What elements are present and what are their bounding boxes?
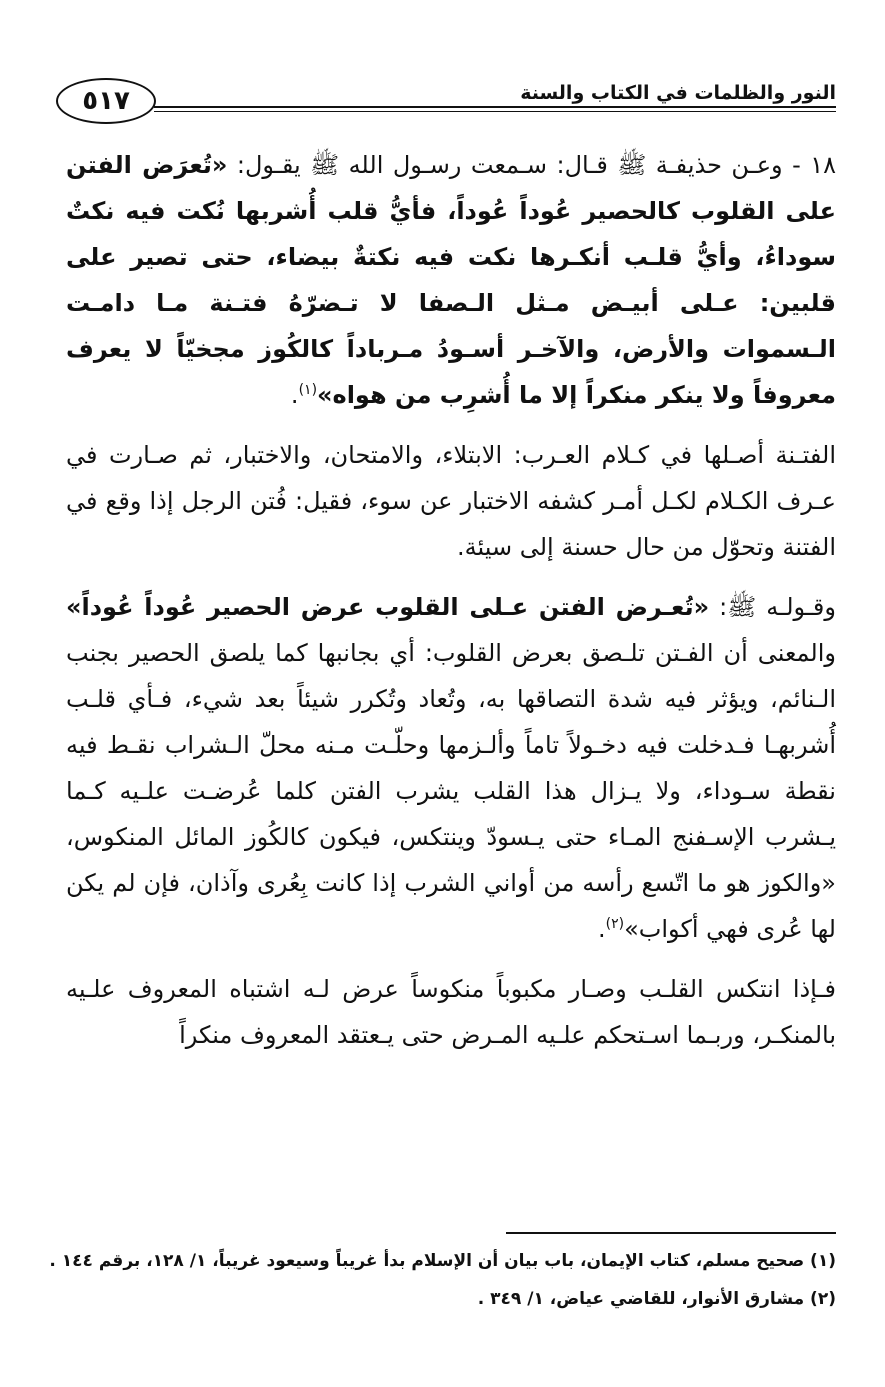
explanation-intro: وقـولـه ﷺ:	[709, 593, 836, 621]
explanation-quote: «تُعـرض الفتن عـلى القلوب عرض الحصير عُوداً عُوداً»	[66, 593, 710, 621]
page-body	[66, 142, 836, 1058]
paragraph-fitna-definition: الفتـنة أصـلها في كـلام العـرب: الابتلاء، والامتحان، والاختبار، ثم صـارت في عـرف الكـلام لكـل أمـر كشفه الاختبار عن سوء، فقيل: فُتن الرجل إذا وقع في الفتنة وتحوّل من حال حسنة إلى سيئة.	[66, 441, 836, 561]
explanation-text: والمعنى أن الفـتن تلـصق بعرض القلوب: أي بجانبها كما يلصق الحصير بجنب الـنائم، ويؤثر فيه شدة التصاقها به، وتُعاد وتُكرر شيئاً بعد شيء، فـأي قلـب أُشربهـا فـدخلت فيه دخـولاً تاماً وألـزمها وحلّـت مـنه محلّ الـشراب نقـط فيه نقطة سـوداء، ولا يـزال هذا القلب يشرب الفتن كلما عُرضـت علـيه كـما يـشرب الإسـفنج المـاء حتى يـسودّ وينتكس، فيكون كالكُوز المائل المنكوس، «والكوز هو ما اتّسع رأسه من أواني الشرب إذا كانت بِعُرى وآذان، فإن لم يكن لها عُرى فهي أكواب»	[66, 639, 836, 943]
footnote-1: (١) صحيح مسلم، كتاب الإيمان، باب بيان أن الإسلام بدأ غريباً وسيعود غريباً، ١/ ١٢٨، برقم ١٤٤ .	[49, 1251, 836, 1271]
footnote-rule	[506, 1232, 836, 1234]
header-rule-thin	[154, 111, 836, 112]
page-number: ٥١٧	[56, 78, 156, 124]
paragraph-hadith-18: ١٨ - وعـن حذيفـة ﷺ قـال: سـمعت رسـول الله ﷺ يقـول: «تُعرَض الفتن على القلوب كالحصير عُوداً عُوداً، فأيُّ قلب أُشربها نُكت فيه نكتٌ سوداءُ، وأيُّ قلـب أنكـرها نكت فيه نكتةٌ بيضاء، حتى تصير على قلبين: عـلى أبيـض مـثل الـصفا لا تـضرّهُ فتـنة مـا دامـت الـسموات والأرض، والآخـر أسـودُ مـرباداً كالكُوز مجخيّاً لا يعرف معروفاً ولا ينكر منكراً إلا ما أُشرِب من هواه»$^{(١)}$.	[66, 151, 836, 409]
paragraph-inversion: فـإذا انتكس القلـب وصـار مكبوباً منكوساً عرض لـه اشتباه المعروف علـيه بالمنكـر، وربـما اسـتحكم علـيه المـرض حتى يـعتقد المعروف منكراً	[66, 975, 836, 1049]
footnote-2: (٢) مشارق الأنوار، للقاضي عياض، ١/ ٣٤٩ .	[477, 1289, 836, 1309]
page-header	[56, 62, 836, 132]
paragraph-explanation: وقـولـه ﷺ: «تُعـرض الفتن عـلى القلوب عرض الحصير عُوداً عُوداً» والمعنى أن الفـتن تلـصق بعرض القلوب: أي بجانبها كما يلصق الحصير بجنب الـنائم، ويؤثر فيه شدة التصاقها به، وتُعاد وتُكرر شيئاً بعد شيء، فـأي قلـب أُشربهـا فـدخلت فيه دخـولاً تاماً وألـزمها وحلّـت مـنه محلّ الـشراب نقـط فيه نقطة سـوداء، ولا يـزال هذا القلب يشرب الفتن كلما عُرضـت علـيه كـما يـشرب الإسـفنج المـاء حتى يـسودّ وينتكس، فيكون كالكُوز المائل المنكوس، «والكوز هو ما اتّسع رأسه من أواني الشرب إذا كانت بِعُرى وآذان، فإن لم يكن لها عُرى فهي أكواب»$^{(٢)}$.	[66, 593, 836, 943]
running-title: النور والظلمات في الكتاب والسنة	[520, 82, 836, 104]
header-rule	[154, 106, 836, 108]
footnote-mark-2: (٢)	[605, 916, 625, 932]
hadith-text: «تُعرَض الفتن على القلوب كالحصير عُوداً عُوداً، فأيُّ قلب أُشربها نُكت فيه نكتٌ سوداءُ، وأيُّ قلـب أنكـرها نكت فيه نكتةٌ بيضاء، حتى تصير على قلبين: عـلى أبيـض مـثل الـصفا لا تـضرّهُ فتـنة مـا دامـت الـسموات والأرض، والآخـر أسـودُ مـرباداً كالكُوز مجخيّاً لا يعرف معروفاً ولا ينكر منكراً إلا ما أُشرِب من هواه»	[66, 151, 836, 409]
footnotes	[49, 1232, 836, 1318]
footnote-mark-1: (١)	[298, 382, 318, 398]
hadith-intro: ١٨ - وعـن حذيفـة ﷺ قـال: سـمعت رسـول الله ﷺ يقـول:	[227, 151, 836, 179]
